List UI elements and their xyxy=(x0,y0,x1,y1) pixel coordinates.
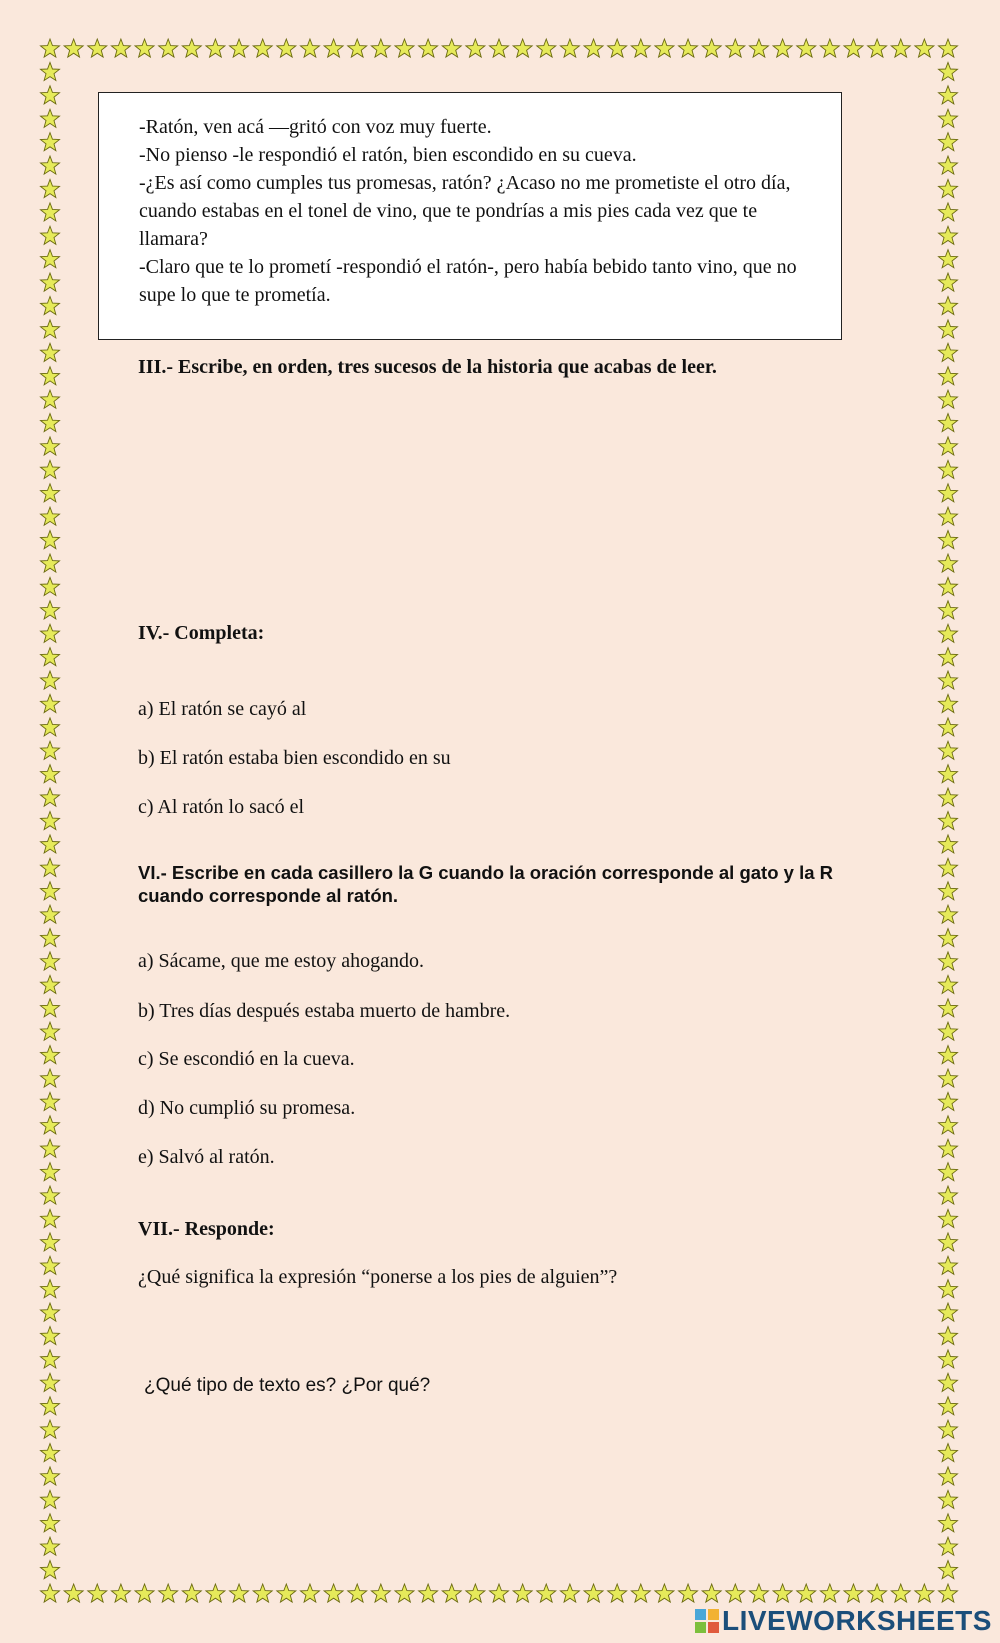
border-star-icon xyxy=(88,39,107,57)
border-star-icon xyxy=(844,1584,863,1602)
border-star-icon xyxy=(182,39,201,57)
border-star-icon xyxy=(40,1467,59,1485)
border-star-icon xyxy=(938,390,957,408)
border-star-icon xyxy=(749,39,768,57)
border-star-icon xyxy=(584,1584,603,1602)
border-star-icon xyxy=(40,414,59,432)
border-star-icon xyxy=(938,624,957,642)
border-star-icon xyxy=(938,1467,957,1485)
border-star-icon xyxy=(40,905,59,923)
border-star-icon xyxy=(797,39,816,57)
border-star-icon xyxy=(513,39,532,57)
border-star-icon xyxy=(40,882,59,900)
border-star-icon xyxy=(938,86,957,104)
classify-item-b: b) Tres días después estaba muerto de hambre. xyxy=(138,1000,511,1022)
border-star-icon xyxy=(938,577,957,595)
border-star-icon xyxy=(915,39,934,57)
border-star-icon xyxy=(40,1139,59,1157)
border-star-icon xyxy=(371,1584,390,1602)
border-star-icon xyxy=(938,1584,957,1602)
border-star-icon xyxy=(938,133,957,151)
border-star-icon xyxy=(938,320,957,338)
border-star-icon xyxy=(938,1420,957,1438)
border-star-icon xyxy=(40,741,59,759)
border-star-icon xyxy=(489,39,508,57)
border-star-icon xyxy=(40,1046,59,1064)
border-star-icon xyxy=(40,1373,59,1391)
border-star-icon xyxy=(938,507,957,525)
border-star-icon xyxy=(300,1584,319,1602)
border-star-icon xyxy=(938,1186,957,1204)
border-star-icon xyxy=(395,39,414,57)
border-star-icon xyxy=(537,39,556,57)
border-star-icon xyxy=(40,39,59,57)
border-star-icon xyxy=(938,1163,957,1181)
border-star-icon xyxy=(442,1584,461,1602)
border-star-icon xyxy=(40,133,59,151)
border-star-icon xyxy=(40,109,59,127)
border-star-icon xyxy=(40,952,59,970)
border-star-icon xyxy=(40,554,59,572)
border-star-icon xyxy=(40,1092,59,1110)
border-star-icon xyxy=(40,1444,59,1462)
border-star-icon xyxy=(40,858,59,876)
border-star-icon xyxy=(938,765,957,783)
border-star-icon xyxy=(40,671,59,689)
section-3-heading: III.- Escribe, en orden, tres sucesos de la historia que acabas de leer. xyxy=(138,356,717,378)
complete-item-b: b) El ratón estaba bien escondido en su xyxy=(138,747,451,769)
border-star-icon xyxy=(40,1163,59,1181)
border-star-icon xyxy=(938,297,957,315)
border-star-icon xyxy=(938,671,957,689)
border-star-icon xyxy=(938,62,957,80)
classify-item-e: e) Salvó al ratón. xyxy=(138,1146,275,1168)
border-star-icon xyxy=(938,250,957,268)
border-star-icon xyxy=(631,1584,650,1602)
border-star-icon xyxy=(277,1584,296,1602)
border-star-icon xyxy=(40,343,59,361)
border-star-icon xyxy=(40,1537,59,1555)
border-star-icon xyxy=(938,1139,957,1157)
border-star-icon xyxy=(348,39,367,57)
story-line: -No pienso -le respondió el ratón, bien escondido en su cueva. xyxy=(139,144,637,166)
border-star-icon xyxy=(40,1233,59,1251)
border-star-icon xyxy=(40,156,59,174)
border-star-icon xyxy=(40,1350,59,1368)
border-star-icon xyxy=(773,1584,792,1602)
border-star-icon xyxy=(40,1303,59,1321)
border-star-icon xyxy=(726,1584,745,1602)
border-star-icon xyxy=(40,1490,59,1508)
border-star-icon xyxy=(938,156,957,174)
border-star-icon xyxy=(40,460,59,478)
border-star-icon xyxy=(938,414,957,432)
border-star-icon xyxy=(938,694,957,712)
border-star-icon xyxy=(40,1022,59,1040)
border-star-icon xyxy=(820,39,839,57)
border-star-icon xyxy=(938,484,957,502)
border-star-icon xyxy=(40,250,59,268)
border-star-icon xyxy=(938,1256,957,1274)
border-star-icon xyxy=(655,1584,674,1602)
border-star-icon xyxy=(40,367,59,385)
story-line: -¿Es así como cumples tus promesas, ratón? ¿Acaso no me prometiste el otro día, xyxy=(139,172,791,194)
border-star-icon xyxy=(40,694,59,712)
border-star-icon xyxy=(206,1584,225,1602)
border-star-icon xyxy=(938,179,957,197)
border-star-icon xyxy=(773,39,792,57)
section-7-heading: VII.- Responde: xyxy=(138,1218,275,1240)
story-line: llamara? xyxy=(139,228,208,250)
border-star-icon xyxy=(40,203,59,221)
border-star-icon xyxy=(40,975,59,993)
story-line: -Ratón, ven acá —gritó con voz muy fuerte. xyxy=(139,116,492,138)
border-star-icon xyxy=(40,812,59,830)
border-star-icon xyxy=(40,999,59,1017)
border-star-icon xyxy=(938,226,957,244)
border-star-icon xyxy=(938,858,957,876)
border-star-icon xyxy=(938,531,957,549)
border-star-icon xyxy=(40,718,59,736)
border-star-icon xyxy=(40,86,59,104)
border-star-icon xyxy=(938,437,957,455)
border-star-icon xyxy=(111,1584,130,1602)
border-star-icon xyxy=(419,1584,438,1602)
border-star-icon xyxy=(938,601,957,619)
border-star-icon xyxy=(324,39,343,57)
border-star-icon xyxy=(40,179,59,197)
border-star-icon xyxy=(300,39,319,57)
border-star-icon xyxy=(820,1584,839,1602)
border-star-icon xyxy=(938,975,957,993)
border-star-icon xyxy=(348,1584,367,1602)
border-star-icon xyxy=(513,1584,532,1602)
border-star-icon xyxy=(537,1584,556,1602)
border-star-icon xyxy=(88,1584,107,1602)
border-star-icon xyxy=(40,1514,59,1532)
border-star-icon xyxy=(938,39,957,57)
border-star-icon xyxy=(726,39,745,57)
border-star-icon xyxy=(40,62,59,80)
border-star-icon xyxy=(868,39,887,57)
border-star-icon xyxy=(938,929,957,947)
border-star-icon xyxy=(206,39,225,57)
border-star-icon xyxy=(395,1584,414,1602)
border-star-icon xyxy=(938,1514,957,1532)
border-star-icon xyxy=(40,1420,59,1438)
border-star-icon xyxy=(159,1584,178,1602)
border-star-icon xyxy=(938,1069,957,1087)
section-4-heading: IV.- Completa: xyxy=(138,622,265,644)
border-star-icon xyxy=(40,484,59,502)
border-star-icon xyxy=(938,1490,957,1508)
border-star-icon xyxy=(40,1256,59,1274)
border-star-icon xyxy=(253,39,272,57)
border-star-icon xyxy=(64,39,83,57)
border-star-icon xyxy=(40,624,59,642)
border-star-icon xyxy=(40,1397,59,1415)
story-line: cuando estabas en el tonel de vino, que te pondrías a mis pies cada vez que te xyxy=(139,200,758,222)
border-star-icon xyxy=(466,39,485,57)
section-6-heading: VI.- Escribe en cada casillero la G cuando la oración corresponde al gato y la R cuando corresponde al ratón. xyxy=(138,862,834,906)
border-star-icon xyxy=(489,1584,508,1602)
border-star-icon xyxy=(938,718,957,736)
border-star-icon xyxy=(277,39,296,57)
border-star-icon xyxy=(702,1584,721,1602)
border-star-icon xyxy=(915,1584,934,1602)
border-star-icon xyxy=(64,1584,83,1602)
border-star-icon xyxy=(938,1537,957,1555)
border-star-icon xyxy=(938,1233,957,1251)
border-star-icon xyxy=(891,39,910,57)
border-star-icon xyxy=(419,39,438,57)
border-star-icon xyxy=(938,1444,957,1462)
story-excerpt-box xyxy=(98,92,842,340)
border-star-icon xyxy=(938,905,957,923)
question-expression-meaning: ¿Qué significa la expresión “ponerse a los pies de alguien”? xyxy=(138,1266,618,1288)
classify-item-c: c) Se escondió en la cueva. xyxy=(138,1048,355,1070)
border-star-icon xyxy=(938,554,957,572)
complete-item-c: c) Al ratón lo sacó el xyxy=(138,796,305,818)
border-star-icon xyxy=(938,1373,957,1391)
border-star-icon xyxy=(40,788,59,806)
border-star-icon xyxy=(938,1022,957,1040)
border-star-icon xyxy=(938,648,957,666)
border-star-icon xyxy=(938,343,957,361)
border-star-icon xyxy=(868,1584,887,1602)
border-star-icon xyxy=(40,929,59,947)
border-star-icon xyxy=(938,367,957,385)
classify-item-d: d) No cumplió su promesa. xyxy=(138,1097,356,1119)
border-star-icon xyxy=(608,1584,627,1602)
border-star-icon xyxy=(40,273,59,291)
border-star-icon xyxy=(40,648,59,666)
border-star-icon xyxy=(40,437,59,455)
border-star-icon xyxy=(466,1584,485,1602)
border-star-icon xyxy=(938,1116,957,1134)
border-star-icon xyxy=(40,531,59,549)
border-star-icon xyxy=(938,1209,957,1227)
border-star-icon xyxy=(938,1092,957,1110)
border-star-icon xyxy=(159,39,178,57)
border-star-icon xyxy=(230,39,249,57)
border-star-icon xyxy=(111,39,130,57)
story-line: -Claro que te lo prometí -respondió el ratón-, pero había bebido tanto vino, que no xyxy=(139,256,797,278)
border-star-icon xyxy=(938,203,957,221)
border-star-icon xyxy=(442,39,461,57)
liveworksheets-logo xyxy=(695,1603,992,1639)
border-star-icon xyxy=(584,39,603,57)
border-star-icon xyxy=(40,390,59,408)
border-star-icon xyxy=(938,741,957,759)
border-star-icon xyxy=(40,1069,59,1087)
border-star-icon xyxy=(324,1584,343,1602)
border-star-icon xyxy=(938,460,957,478)
border-star-icon xyxy=(938,1350,957,1368)
border-star-icon xyxy=(40,1561,59,1579)
border-star-icon xyxy=(40,1186,59,1204)
border-star-icon xyxy=(938,273,957,291)
border-star-icon xyxy=(679,1584,698,1602)
border-star-icon xyxy=(702,39,721,57)
border-star-icon xyxy=(182,1584,201,1602)
border-star-icon xyxy=(938,1046,957,1064)
border-star-icon xyxy=(40,1209,59,1227)
classify-item-a: a) Sácame, que me estoy ahogando. xyxy=(138,950,425,972)
border-star-icon xyxy=(797,1584,816,1602)
border-star-icon xyxy=(938,882,957,900)
liveworksheets-logo-icon xyxy=(695,1609,719,1633)
logo-wordmark: LIVEWORKSHEETS xyxy=(722,1605,992,1636)
border-star-icon xyxy=(560,1584,579,1602)
border-star-icon xyxy=(40,577,59,595)
border-star-icon xyxy=(40,1584,59,1602)
border-star-icon xyxy=(938,1303,957,1321)
question-text-type: ¿Qué tipo de texto es? ¿Por qué? xyxy=(144,1375,431,1396)
border-star-icon xyxy=(560,39,579,57)
border-star-icon xyxy=(253,1584,272,1602)
border-star-icon xyxy=(40,297,59,315)
border-star-icon xyxy=(844,39,863,57)
border-star-icon xyxy=(40,835,59,853)
border-star-icon xyxy=(679,39,698,57)
border-star-icon xyxy=(891,1584,910,1602)
border-star-icon xyxy=(938,835,957,853)
border-star-icon xyxy=(40,1327,59,1345)
border-star-icon xyxy=(938,1280,957,1298)
border-star-icon xyxy=(230,1584,249,1602)
border-star-icon xyxy=(938,952,957,970)
border-star-icon xyxy=(40,507,59,525)
border-star-icon xyxy=(135,39,154,57)
border-star-icon xyxy=(749,1584,768,1602)
border-star-icon xyxy=(655,39,674,57)
border-star-icon xyxy=(608,39,627,57)
border-star-icon xyxy=(938,788,957,806)
border-star-icon xyxy=(371,39,390,57)
border-star-icon xyxy=(938,999,957,1017)
border-star-icon xyxy=(631,39,650,57)
border-star-icon xyxy=(40,1280,59,1298)
border-star-icon xyxy=(40,1116,59,1134)
border-star-icon xyxy=(938,1397,957,1415)
border-star-icon xyxy=(938,1327,957,1345)
border-star-icon xyxy=(938,1561,957,1579)
complete-item-a: a) El ratón se cayó al xyxy=(138,698,307,720)
border-star-icon xyxy=(938,812,957,830)
border-star-icon xyxy=(40,226,59,244)
border-star-icon xyxy=(40,601,59,619)
border-star-icon xyxy=(938,109,957,127)
border-star-icon xyxy=(40,320,59,338)
border-star-icon xyxy=(40,765,59,783)
story-line: supe lo que te prometía. xyxy=(139,284,331,306)
border-star-icon xyxy=(135,1584,154,1602)
